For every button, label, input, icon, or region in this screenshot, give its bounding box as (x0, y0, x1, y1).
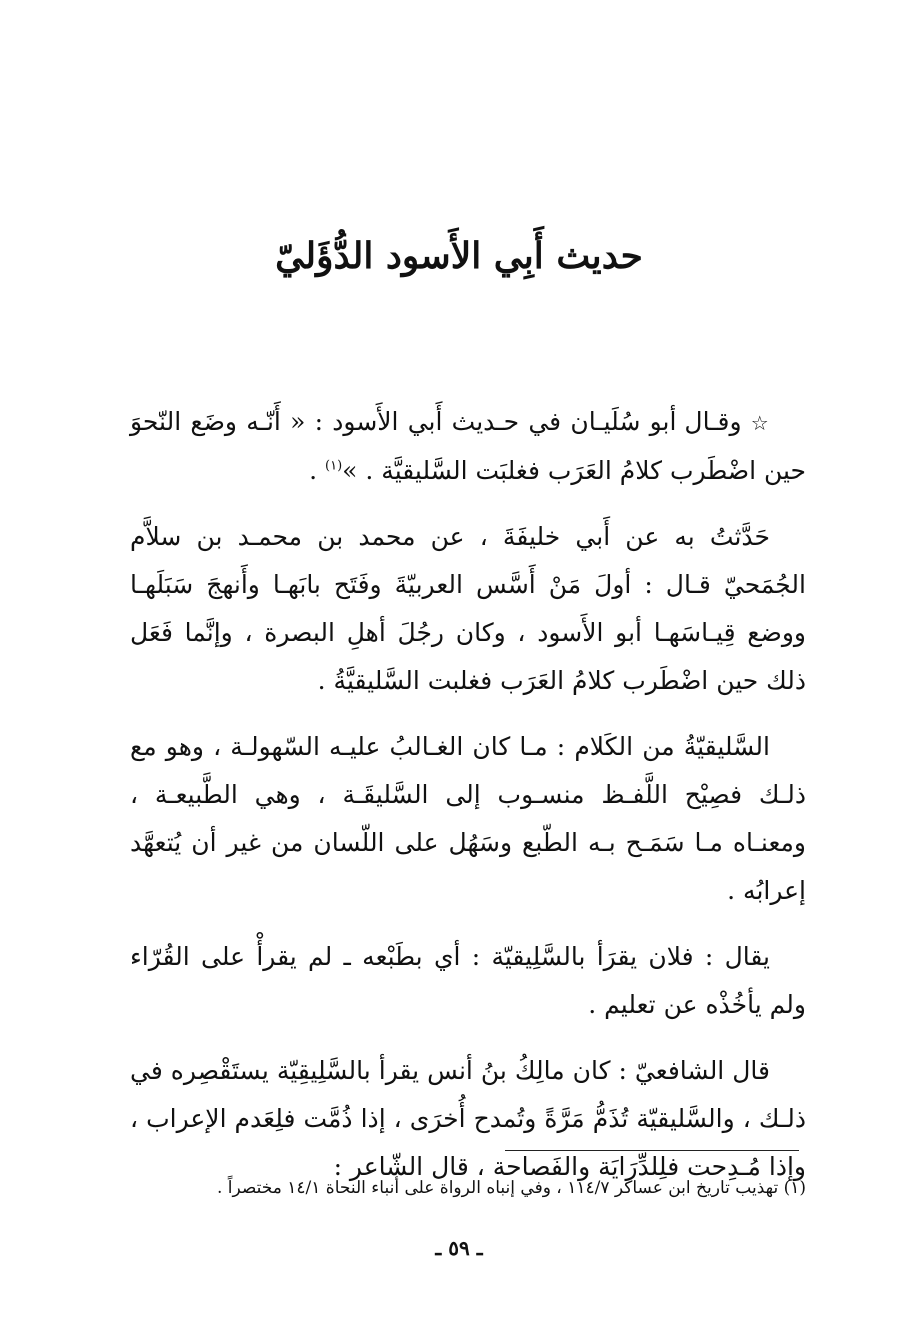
page-number: ـ ٥٩ ـ (435, 1236, 483, 1260)
paragraph-5: قال الشافعيّ : كان مالِكُ بنُ أنس يقرأ بالسَّلِيقِيّة يستَقْصِره في ذلـك ، والسَّليقيّة تُذَمُّ مَرَّةً وتُمدح أُخرَى ، إذا ذُمَّت فلِعَدم الإعراب ، وإذا مُـدِحت فلِلدِّرَايَة والفَصاحة ، قال الشّاعر : (130, 1056, 806, 1181)
paragraph-1-text: وقـال أبو سُلَيـان في حـديث أَبي الأَسود : « أَنّـه وضَع النّحوَ حين اضْطَرب كلامُ العَرَب فغلبَت السَّليقيَّة . » (130, 407, 806, 485)
paragraph-3: السَّليقيّةُ من الكَلام : مـا كان الغـالبُ عليـه السّهولـة ، وهو مع ذلـك فصِيْح اللَّفـظ منسـوب إلى السَّليقَـة ، وهي الطَّبيعـة ، ومعنـاه مـا سَمَـح بـه الطّبع وسَهُل على اللّسان من غير أن يُتعهَّد إعرابُه . (130, 732, 806, 905)
paragraph-2: حَدَّثتُ به عن أَبي خليفَةَ ، عن محمد بن محمـد بن سلاَّم الجُمَحيّ قـال : أولَ مَنْ أَسَّس العربيّةَ وفَتَح بابَهـا وأَنهجَ سَبَلَهـا ووضع قِيـاسَهـا أبو الأَسود ، وكان رجُلَ أهلِ البصرة ، وإنَّما فَعَل ذلك حين اضْطَرب كلامُ العَرَب فغلبت السَّليقيَّةُ . (130, 522, 806, 695)
chapter-title: حديث أَبِي الأَسود الدُّؤَليّ (275, 235, 643, 277)
footnote: (١) تهذيب تاريخ ابن عساكر ١١٤/٧ ، وفي إنباه الرواة على أنباء النحاة ١٤/١ مختصراً . (216, 1178, 806, 1198)
footnote-divider (505, 1150, 799, 1151)
paragraph-4: يقال : فلان يقرَأ بالسَّلِيقيّة : أي بطَبْعه ـ لم يقرأْ على القُرّاء ولم يأخُذْه عن تعليم . (130, 942, 806, 1019)
paragraph-1 (130, 398, 806, 495)
paragraph-1-end: . (309, 456, 326, 485)
body-text (130, 398, 806, 1209)
star-icon: ☆ (750, 411, 770, 435)
footnote-reference[interactable]: (١) (325, 458, 343, 474)
